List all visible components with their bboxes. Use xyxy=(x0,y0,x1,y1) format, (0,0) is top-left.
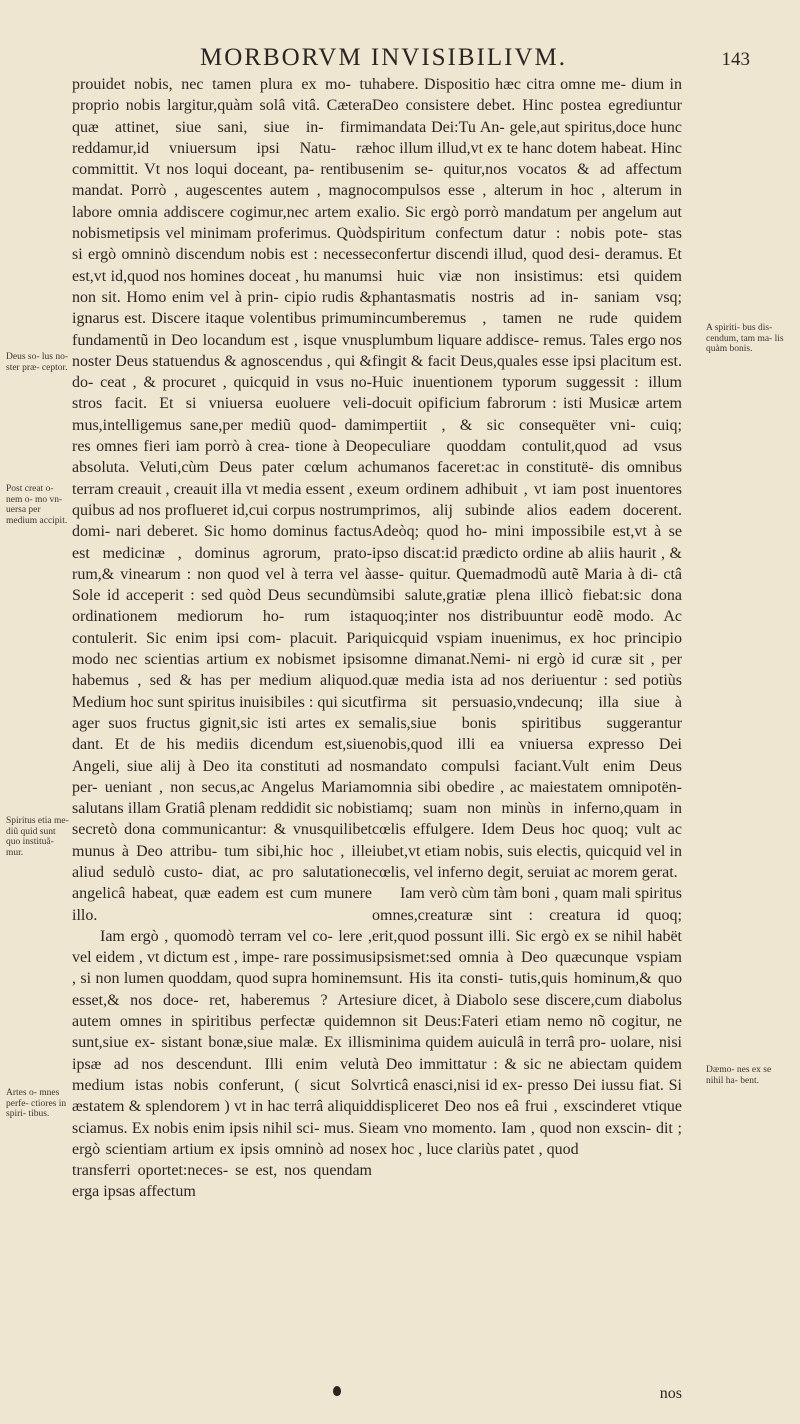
catchword: nos xyxy=(659,1385,682,1402)
page-number: 143 xyxy=(721,49,750,70)
marginal-note-a-spiritibus: A spiriti- bus dis- cendum, tam ma- lis quàm bonis. xyxy=(706,323,784,354)
printer-ornament-icon xyxy=(333,1386,341,1396)
left-column xyxy=(72,74,372,1203)
left-paragraph-1: prouidet nobis, nec tamen plura ex mo- tu proprio nobis largitur,quàm solâ vitâ. Cætera quæ attinet, siue sani, siue in- firmi reddamur,id vniuersum ipsi Natu- ræ committit. Vt nos loqui doceant, pa- rentibus mandat. Porrò , augescentes autem , magno labore omnia addiscere cogimur,nec artem ex nobismetipsis vel minimam proferimus. Quòd si ergò omninò discendum nobis est : necesse est,vt id,quod nos homines doceat , hu manum non sit. Homo enim vel à prin- cipio rudis & ignarus est. Discere itaque volentibus primum fundamentũ in Deo locandum est , isque vnus noster Deus statuendus & agnoscendus , qui & do- ceat , & procuret , quicquid in vsus no- stros facit. Et si vniuersa euoluere veli- mus,intelligemus sane,per mediũ quod- dam res omnes fieri iam porrò à crea- tione à Deo absoluta. Veluti,cùm Deus pater cœlum ac terram creauit , creauit illa vt media essent , ex quibus ad nos proflueret id,cui corpus nostrum domi- nari deberet. Sic homo dominus factus est medicinæ , dominus agrorum, prato- rum,& vinearum : non quod vel à terra vel à Sole id acceperit : sed quòd Deus secundùm ordinationem mediorum ho- rum ista contulerit. Sic enim ipsi com- placuit. Pari modo nec scientias artium ex nobismet ipsis habemus , sed & has per medium aliquod. Medium hoc sunt spiritus inuisibiles : qui sicut ager suos fructus gignit,sic isti artes ex se dant. Et de his mediis dicendum est,siue Angeli, siue alij à Deo ita constituti ad nos per- ueniant , non secus,ac Angelus Mariam salutans illam Gratiâ plenam reddidit sic nobis secretò dona communicantur: & vnusquilibet munus à Deo attribu- tum sibi,hic hoc , ille aliud sedulò custo- diat, ac pro salutatione angelicâ habeat, quæ eadem est cum munere illo. xyxy=(72,76,372,924)
right-paragraph-2: Iam verò cùm tàm boni , quam mali spiritus omnes,creaturæ sint : creatura id quoq; erit,quod possunt illi. Sic ergò ex se nihil habët ipsismet:sed omnia à Deo quæcunque vspiam sunt. His ita consti- tutis,quis hominum,& quo iure dicet, à Diabolo sese discere,cum diabolus non sit Deus:Fateri etiam nemo nõ cogitur, ne minima quidem auiculâ in terrâ pro- uolare, nisi à Deo immittatur : & sic ne abiectam quidem vrticâ enasci,nisi id ex- presso Dei iussu fiat. Si displiceret Deo nos eâ frui , exscinderet vtique eam vno momento. Iam , quod non exscin- dit ; ex hoc , luce clariùs patet , quod xyxy=(372,885,682,1158)
running-head xyxy=(120,44,760,72)
left-paragraph-2: Iam ergò , quomodò terram vel co- lere , vel eidem , vt dictum est , impe- rare possimus , si non lumen quoddam, quod supra hominem esset,& nos doce- ret, haberemus ? Artes autem omnes in spiritibus perfectæ quidem sunt,siue ex- sistant bonæ,siue malæ. Ex illis ipsæ ad nos descendunt. Illi enim velut medium istas nobis conferunt, ( sicut Sol æstatem & splendorem ) vt in hac terrâ aliquid sciamus. Ex nobis enim ipsis nihil sci- mus. Si ergò scientiam artium ex ipsis omninò ad nos transferri oportet:neces- se est, nos quendam erga ipsas affectum xyxy=(72,927,372,1201)
marginal-note-spiritus: Spiritus etia me- diũ quid sunt quo instituã- mur. xyxy=(6,816,69,858)
running-title: MORBORVM INVISIBILIVM. xyxy=(200,44,568,71)
right-paragraph-1: habere. Dispositio hæc citra omne me- dium in Deo consistere debet. Hinc postea egrediuntur mandata Dei:Tu An- gele,aut spiritus,doce hunc hoc illum illud,vt ex te hanc dotem habeat. Hinc enim se- quitur,nos vocatos & ad affectum compulsos esse , alterum in hoc , alterum in alio. Sic ergò porrò mandatum per angelum aut spiritum confectum datur : nobis pote- stas confertur discendi illud, quod desi- deramus. Et si huic viæ non insistimus: etsi quidem phantasmatis nostris ad in- saniam vsq; incumberemus , tamen ne rude quidem plumbum liquare addisce- remus. Tales ergo nos fingit & facit Deus,quales esse ipsi placitum est. Huic inuentionem typorum suggessit : illum docuit opificium fabrorum : isti Musicæ artem impertiit , & sic consequëter vni- cuiq; peculiare quoddam contulit,quod ad vsus humanos faceret:ac in constitutë- dis omnibus eum ordinem adhibuit , vt iam post inuentores primos, alij subinde alios eadem docerent. Adeòq; quod ho- mini impossibile est,vt à se ipso discat:id prædicto ordine ab aliis haurit , & asse- quitur. Quemadmodũ autẽ Maria à di- ctâ sibi salute,gratiæ plena illicò fiebat:sic dona quoq;inter nos distribuuntur eodẽ modo. Ac quicquid vspiam inuenimus, ex hoc principio omne dimanat.Nemi- ni ergò id curæ sit , per quæ media ista ad nos deriuentur : sed potiùs firma sit persuasio,vndecunq; illa siue à malis,siue bonis spiritibus suggerantur nobis,quod illi ea vniuersa expresso Dei mandato compulsi faciant.Vult enim Deus omnia sibi obedire , ac maiestatem omnipotën- tiamq; suam non minùs in inferno,quam in cœlis effulgere. Idem Deus hoc quoq; vult ac iubet,vt etiam nobis, suis electis, quicquid vel in cœlis, vel inferno degit, seruiat ac morem gerat. xyxy=(372,76,682,881)
right-column xyxy=(372,74,682,1160)
marginal-note-daemones: Dæmo- nes ex se nihil ha- bent. xyxy=(706,1065,772,1086)
marginal-note-artes: Artes o- mnes perfe- ctiores in spiri- tibus. xyxy=(6,1088,67,1119)
marginal-note-deus: Deus so- lus no- ster præ- ceptor. xyxy=(6,352,69,373)
marginal-note-post-creationem: Post creat o- nem o- mo vn- uersa per medium accipit. xyxy=(6,484,68,526)
